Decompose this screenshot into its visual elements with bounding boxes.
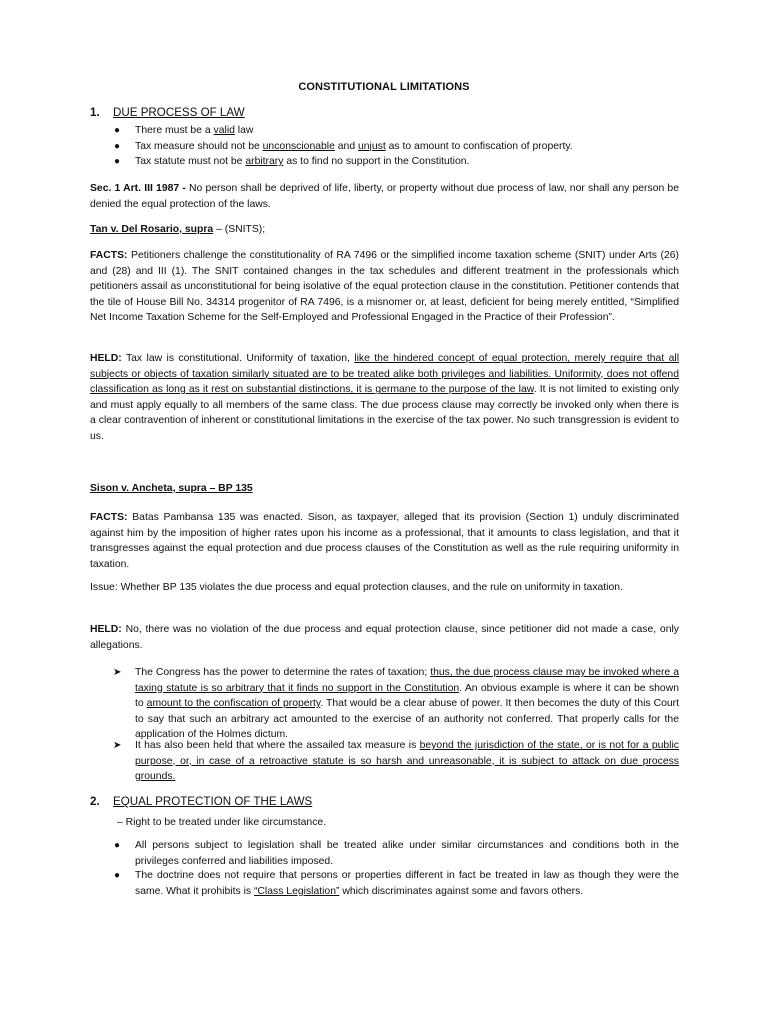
- provision-text: No person shall be deprived of life, liberty, or property without due process of law, nor shall any person be denied the equal protection of the laws.: [90, 183, 679, 210]
- bullet-icon: ●: [114, 140, 121, 152]
- case-held-sison: [90, 622, 679, 653]
- case-name: Tan v. Del Rosario, supra: [90, 224, 214, 235]
- bullet-icon: ●: [114, 840, 121, 851]
- list-item: ● The doctrine does not require that persons or properties different in fact be treated in law as though they were the same. What it prohibits is “Class Legislation” which discriminates against some and favors others.: [114, 870, 679, 897]
- bullet-icon: ●: [114, 870, 121, 881]
- held-text: No, there was no violation of the due process and equal protection clause, since petitioner did not made a case, only allegations.: [90, 624, 679, 651]
- held-label: HELD:: [90, 353, 122, 364]
- section-number: 2.: [90, 795, 100, 808]
- list-item: ● Tax measure should not be unconscionable and unjust as to amount to confiscation of property.: [113, 139, 679, 155]
- held-emphasis: like the hindered concept of equal protection, merely require that all subjects or objects of taxation similarly situated are to be treated alike both privileges and liabilities. Uniformity, does not offend classification as long as it rest on substantial distinctions, it is germane to the purpose of the law: [90, 353, 680, 396]
- arrow-bullet-icon: ➤: [113, 667, 122, 678]
- case-issue-sison: Issue: Whether BP 135 violates the due process and equal protection clauses, and the rule on uniformity in taxation.: [90, 582, 623, 593]
- held-point: ➤ It has also been held that where the assailed tax measure is beyond the jurisdiction of the state, or is not for a public purpose, or, in case of a retroactive statute is so harsh and unreasonable, it is subject to attack on due process grounds.: [113, 740, 679, 783]
- arrow-bullet-icon: ➤: [113, 740, 122, 751]
- facts-label: FACTS:: [90, 250, 128, 261]
- facts-text: Batas Pambansa 135 was enacted. Sison, as taxpayer, alleged that its provision (Section 1) unduly discriminated against him by the imposition of higher rates upon his income as a professional, that it amounts to class legislation, and that it transgresses against the equal protection and due process clauses of the Constitution as well as the rule requiring uniformity in taxation.: [90, 512, 679, 570]
- constitution-provision: [90, 181, 679, 212]
- list-item: ● There must be a valid law: [113, 123, 679, 139]
- held-point: ➤ The Congress has the power to determine the rates of taxation; thus, the due process clause may be invoked where a taxing statute is so arbitrary that it finds no support in the Constitution. An obvious example is where it can be shown to amount to the confiscation of property. That would be a clear abuse of power. It then becomes the duty of this Court to say that such an arbitrary act amounted to the exercise of an authority not conferred. That properly calls for the application of the Holmes dictum.: [113, 667, 679, 741]
- section-title: DUE PROCESS OF LAW: [113, 106, 245, 119]
- section-heading-due-process: [90, 105, 679, 121]
- class-legislation-term: “Class Legislation”: [253, 885, 340, 897]
- bullet-icon: ●: [114, 156, 121, 168]
- list-item: ● Tax statute must not be arbitrary as to find no support in the Constitution.: [113, 154, 679, 170]
- case-held-tan: HELD: Tax law is constitutional. Uniformity of taxation, like the hindered concept of equal protection, merely require that all subjects or objects of taxation similarly situated are to be treated alike both privileges and liabilities. Uniformity, does not offend classification as long as it rest on substantial distinctions, it is germane to the purpose of the law. It is not limited to existing only and must apply equally to all members of the same class. The due process clause may correctly be invoked only when there is a clear contravention of inherent or constitutional limitations in the exercise of the tax power. No such transgression is evident to us.: [90, 353, 680, 442]
- case-heading-tan: [90, 222, 679, 238]
- section-subtitle: – Right to be treated under like circumstance.: [117, 817, 327, 828]
- held-label: HELD:: [90, 624, 122, 635]
- case-facts-tan: [90, 248, 679, 326]
- document-title: CONSTITUTIONAL LIMITATIONS: [298, 81, 470, 93]
- list-item: ● All persons subject to legislation shall be treated alike under similar circumstances and conditions both in the privileges conferred and liabilities imposed.: [114, 840, 679, 867]
- section-title: EQUAL PROTECTION OF THE LAWS: [113, 795, 313, 808]
- facts-text: Petitioners challenge the constitutionality of RA 7496 or the simplified income taxation scheme (SNIT) under Arts (26) and (28) and III (1). The SNIT contained changes in the tax schedules and different treatment in the professionals which petitioners assail as unconstitutional for being isolative of the equal protection clause in the constitution. Petitioner contends that the tile of House Bill No. 34314 progenitor of RA 7496, is a misnomer or, at least, deficient for being merely entitled, “Simplified Net Income Taxation Scheme for the Self-Employed and Professional Engaged in the Practice of their Profession”.: [90, 250, 679, 324]
- provision-reference: Sec. 1 Art. III 1987 -: [90, 183, 186, 194]
- facts-label: FACTS:: [90, 512, 128, 523]
- section-heading-equal-protection: [90, 794, 679, 810]
- due-process-bullet-list: [113, 123, 679, 170]
- case-heading-sison: [90, 481, 679, 497]
- section-number: 1.: [90, 106, 100, 119]
- bullet-icon: ●: [114, 125, 121, 136]
- case-facts-sison: [90, 510, 679, 572]
- case-suffix: – (SNITS);: [213, 224, 266, 235]
- case-name: Sison v. Ancheta, supra – BP 135: [90, 483, 253, 494]
